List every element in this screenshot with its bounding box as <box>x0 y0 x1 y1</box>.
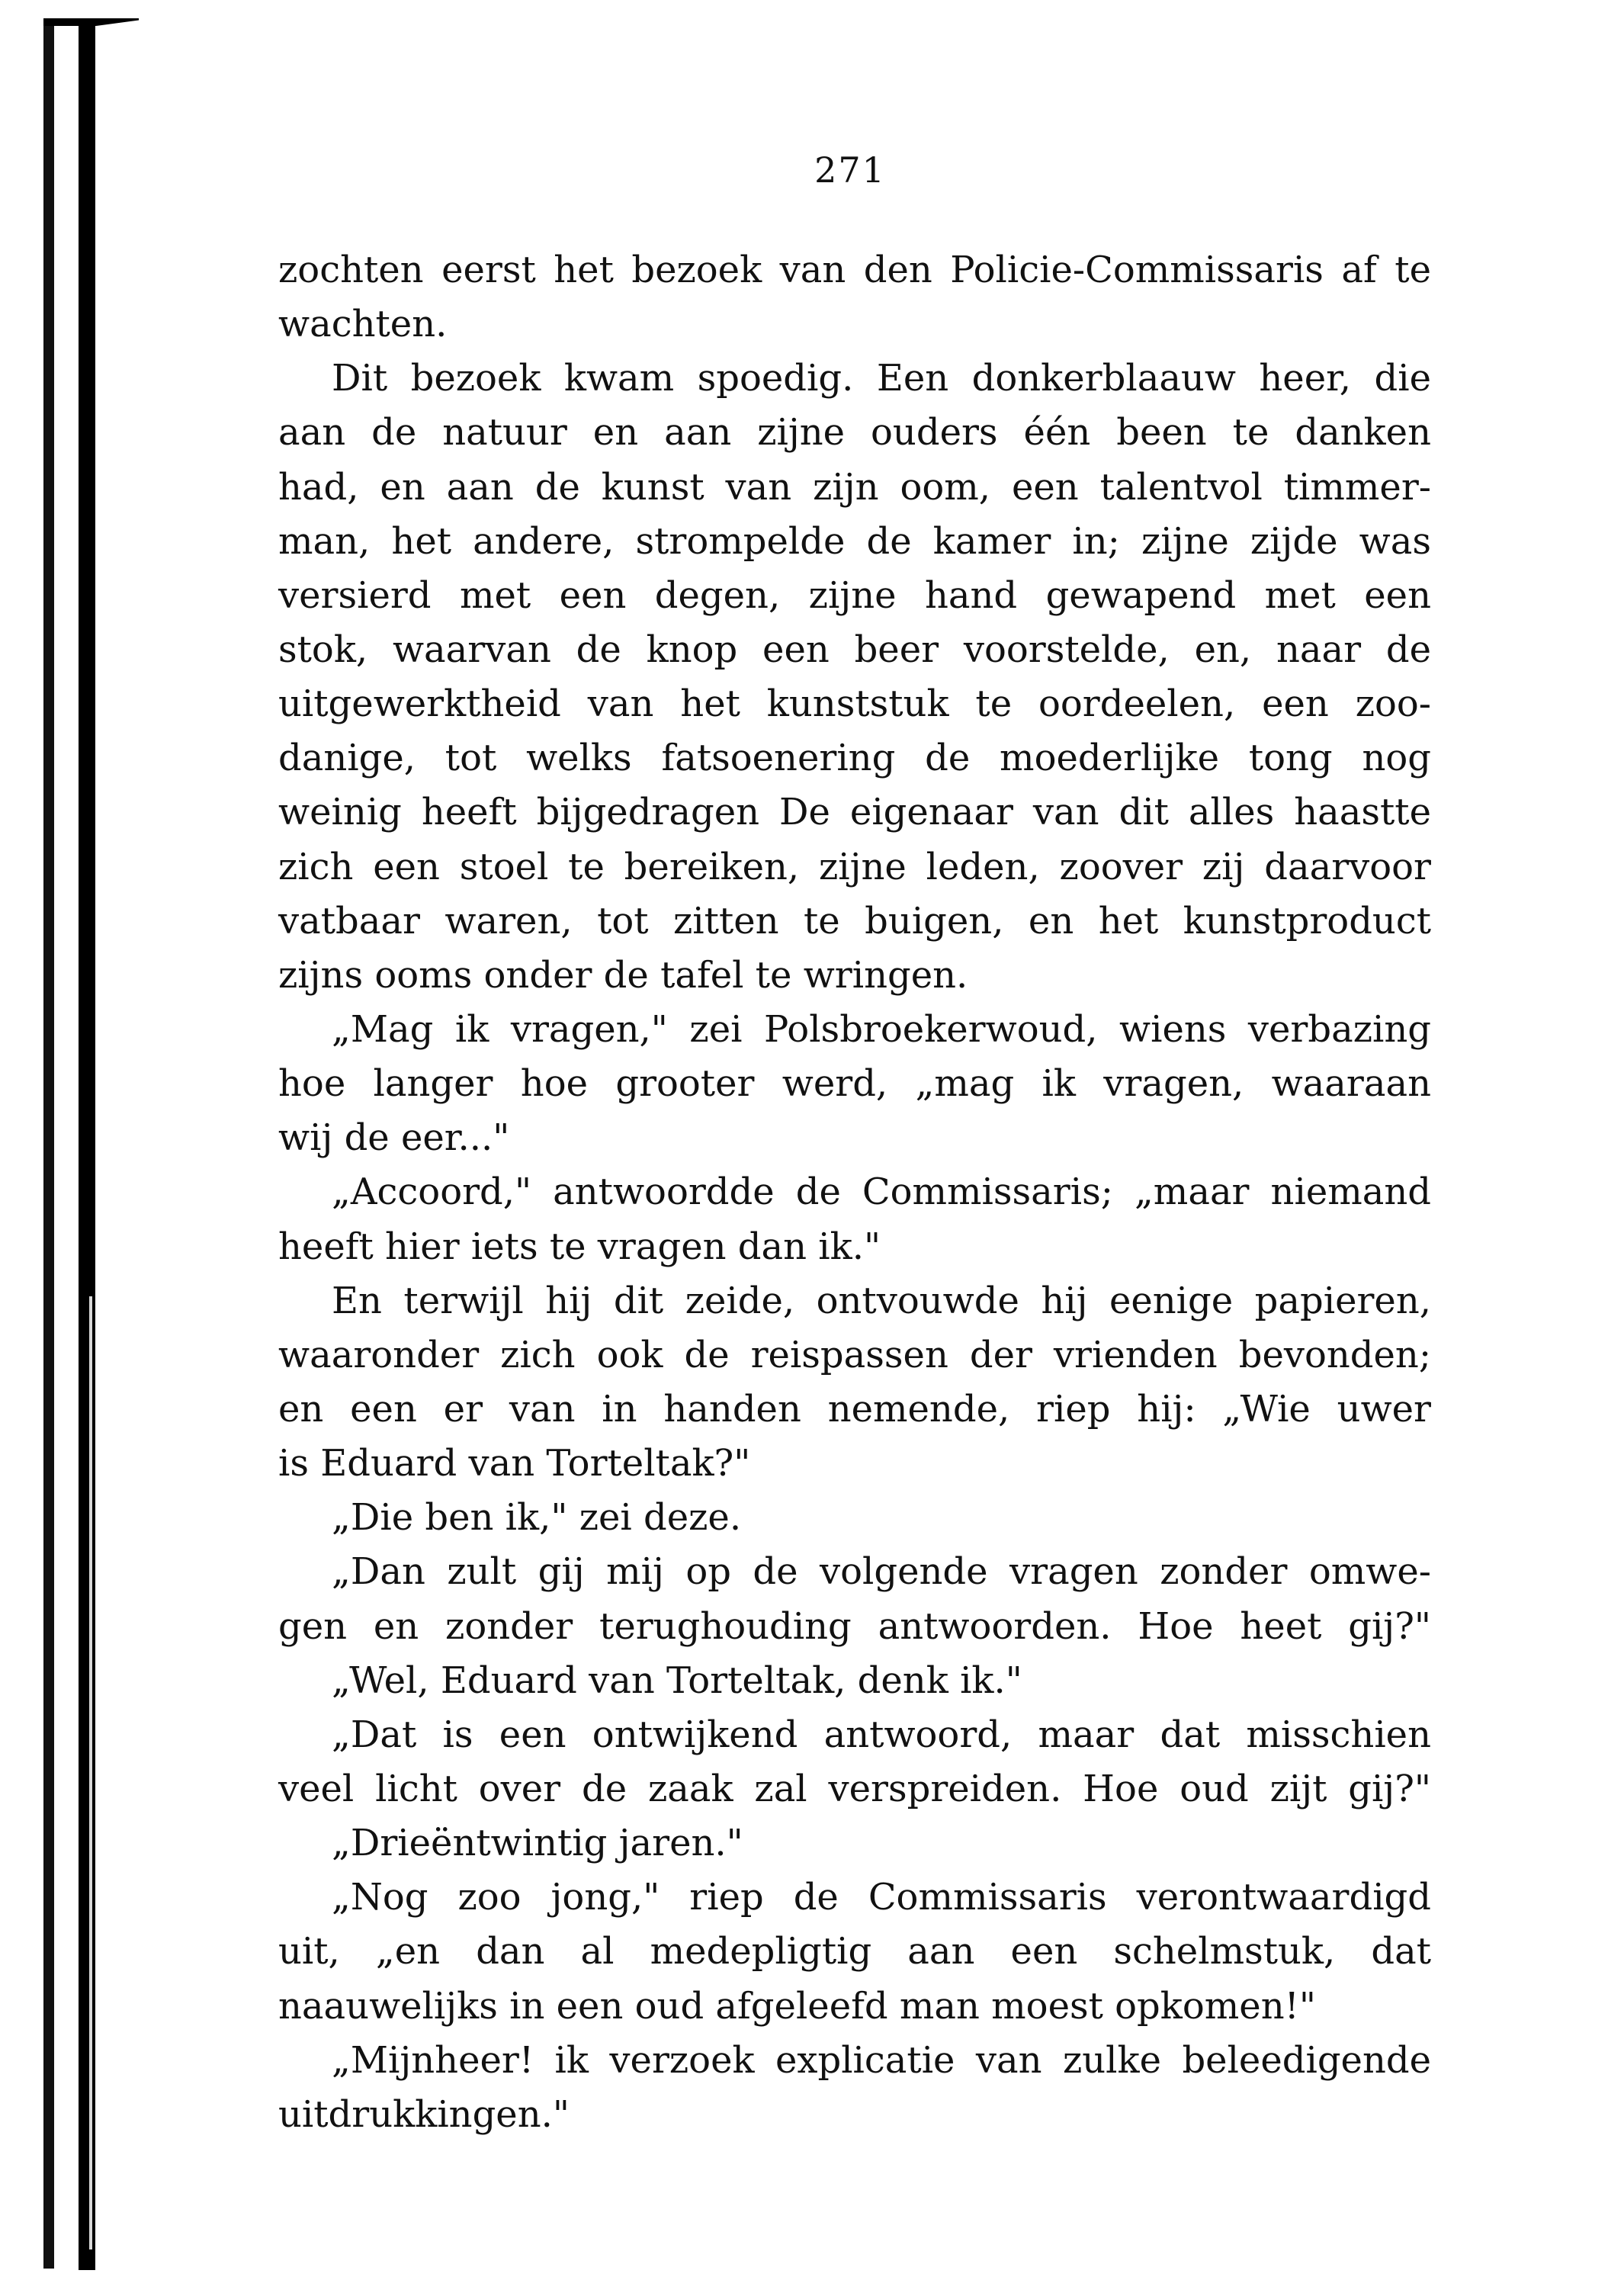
text-line: „Dan zult gij mij op de volgende vragen zonder omwe- <box>332 1550 1431 1594</box>
text-line: „Accoord," antwoordde de Commissaris; „maar niemand <box>332 1170 1431 1214</box>
binding-top-spur <box>43 18 139 26</box>
text-line: „Mijnheer! ik verzoek explicatie van zulke beleedigende <box>332 2038 1431 2082</box>
text-line: uitdrukkingen." <box>278 2092 570 2136</box>
text-line: vatbaar waren, tot zitten te buigen, en het kunstproduct <box>278 899 1431 942</box>
text-line: zich een stoel te bereiken, zijne leden, zoover zij daarvoor <box>278 845 1431 888</box>
text-line: wachten. <box>278 303 448 346</box>
text-line: aan de natuur en aan zijne ouders één been te danken <box>278 411 1431 454</box>
text-line: „Nog zoo jong," riep de Commissaris verontwaardigd <box>332 1876 1431 1919</box>
text-line: veel licht over de zaak zal verspreiden. Hoe oud zijt gij?" <box>278 1767 1431 1810</box>
text-line: versierd met een degen, zijne hand gewapend met een <box>278 573 1431 617</box>
text-line: En terwijl hij dit zeide, ontvouwde hij eenige papieren, <box>332 1279 1431 1322</box>
text-line: naauwelijks in een oud afgeleefd man moest opkomen!" <box>278 1984 1316 2028</box>
text-line: weinig heeft bijgedragen De eigenaar van dit alles haastte <box>278 791 1431 834</box>
text-line: „Drieëntwintig jaren." <box>332 1822 743 1865</box>
text-line: „Mag ik vragen," zei Polsbroekerwoud, wiens verbazing <box>332 1007 1431 1051</box>
text-line: en een er van in handen nemende, riep hij: „Wie uwer <box>278 1387 1431 1431</box>
text-line: Dit bezoek kwam spoedig. Een donkerblaauw heer, die <box>332 357 1431 400</box>
text-line: wij de eer..." <box>278 1116 510 1160</box>
text-line: „Wel, Eduard van Torteltak, denk ik." <box>332 1659 1022 1702</box>
text-line: hoe langer hoe grooter werd, „mag ik vragen, waaraan <box>278 1062 1431 1106</box>
text-line: had, en aan de kunst van zijn oom, een talentvol timmer- <box>278 465 1431 509</box>
text-line: „Die ben ik," zei deze. <box>332 1496 742 1540</box>
text-line: is Eduard van Torteltak?" <box>278 1442 751 1485</box>
text-line: uit, „en dan al medepligtig aan een schelmstuk, dat <box>278 1930 1431 1973</box>
text-line: man, het andere, strompelde de kamer in; zijne zijde was <box>278 519 1431 563</box>
body-text <box>278 243 1431 2142</box>
text-line: uitgewerktheid van het kunststuk te oordeelen, een zoo- <box>278 682 1431 726</box>
text-line: danige, tot welks fatsoenering de moederlijke tong nog <box>278 737 1431 780</box>
page-number: 271 <box>814 149 886 191</box>
text-line: gen en zonder terughouding antwoorden. Hoe heet gij?" <box>278 1604 1431 1648</box>
text-line: waaronder zich ook de reispassen der vrienden bevonden; <box>278 1333 1431 1376</box>
binding-inner-highlight <box>89 1296 92 2249</box>
text-line: stok, waarvan de knop een beer voorstelde, en, naar de <box>278 628 1431 671</box>
binding-shadow-strip <box>79 19 95 2270</box>
text-line: zochten eerst het bezoek van den Policie-Commissaris af te <box>278 249 1431 291</box>
text-line: heeft hier iets te vragen dan ik." <box>278 1225 881 1268</box>
text-line: „Dat is een ontwijkend antwoord, maar dat misschien <box>332 1713 1431 1756</box>
binding-outer-edge <box>43 19 54 2269</box>
text-line: zijns ooms onder de tafel te wringen. <box>278 953 968 997</box>
